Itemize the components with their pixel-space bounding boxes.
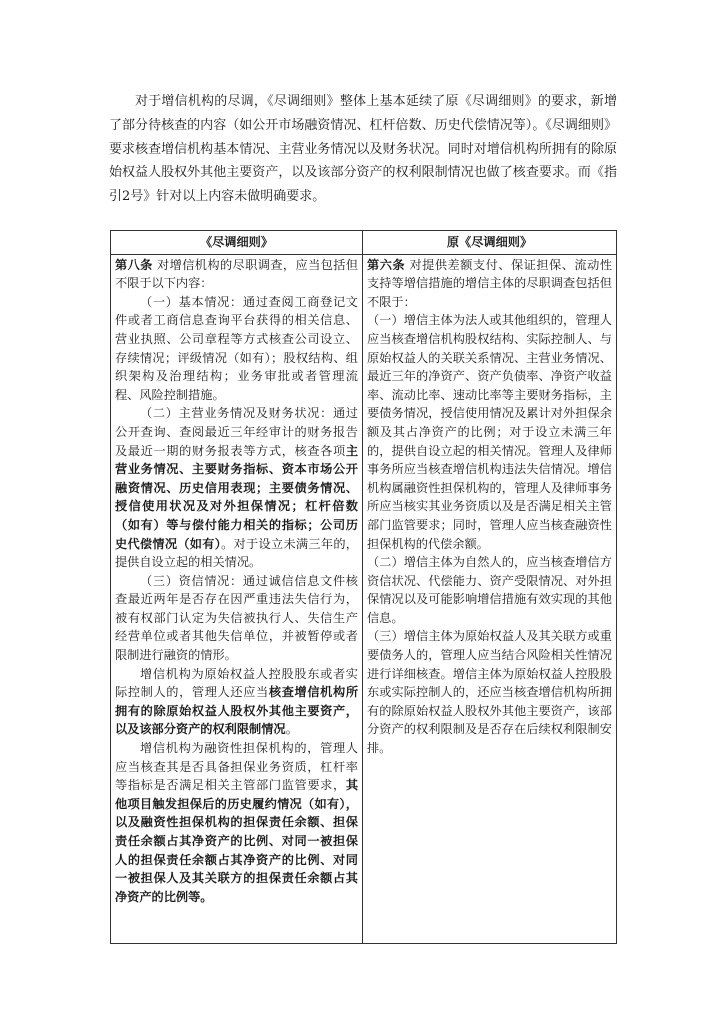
guarantee-bold: 其他项目触发担保后的历史履约情况（如有），以及融资性担保机构的担保责任余额、担保责任余额占其净资产的比例、对同一被担保人的担保责任余额占其净资产的比例、对同一被担保人及其关联方的担保责任余额占其净资产的比例等。 [115, 778, 358, 904]
left-controlling-shareholder [115, 665, 358, 739]
business-finance-tail: 。对于设立未满三年的，提供自设立起的相关情况。 [115, 536, 358, 570]
business-finance-text: （二）主营业务情况及财务状况：通过公开查询、查阅最近三年经审计的财务报告及最近一期的财务报表等方式，核查各项 [115, 406, 358, 458]
left-credit-info: （三）资信情况：通过诚信信息文件核查最近两年是否存在因严重违法失信行为，被有权部门认定为失信被执行人、失信生产经营单位或者其他失信单位，并被暂停或者限制进行融资的情形。 [115, 573, 358, 663]
controlling-tail: 。 [285, 722, 298, 737]
left-article-intro [115, 256, 358, 293]
right-related-party: （三）增信主体为原始权益人及其关联方或重要债务人的，管理人应当结合风险相关性情况进行详细核查。增信主体为原始权益人控股股东或实际控制人的，还应当核查增信机构所拥有的除原始权益人股权外其他主要资产，该部分资产的权利限制及是否存在后续权利限制安排。 [367, 629, 612, 756]
article-number: 第八条 [115, 257, 153, 272]
right-article-intro [367, 256, 612, 312]
business-finance-bold: 主营业务情况、主要财务指标、资本市场公开融资情况、历史信用表现；主要债务情况、授信使用状况及对外担保情况；杠杆倍数（如有）等与偿付能力相关的指标；公司历史代偿情况（如有） [115, 443, 358, 551]
article-number: 第六条 [367, 257, 406, 272]
comparison-table [110, 230, 617, 944]
guarantee-text: 增信机构为融资性担保机构的，管理人应当核查其是否具备担保业务资质，杠杆率等指标是否满足相关主管部门监管要求， [115, 741, 358, 793]
right-natural-person: （二）增信主体为自然人的，应当核查增信方资信状况、代偿能力、资产受限情况、对外担保情况以及可能影响增信措施有效实现的其他信息。 [367, 555, 612, 625]
right-column-header: 原《尽调细则》 [363, 231, 617, 255]
left-business-finance [115, 404, 358, 571]
right-legal-entity: （一）增信主体为法人或其他组织的，管理人应当核查增信机构股权结构、实际控制人、与原始权益人的关联关系情况、主营业务情况、最近三年的净资产、资产负债率、净资产收益率、流动比率、速动比率等主要财务指标，主要债务情况，授信使用情况及累计对外担保余额及其占净资产的比例；对于设立未满三年的，提供自设立起的相关情况。管理人及律师事务所应当核查增信机构违法失信情况。增信机构属融资性担保机构的，管理人及律师事务所应当核实其业务资质以及是否满足相关主管部门监管要求；同时，管理人应当核查融资性担保机构的代偿余额。 [367, 313, 612, 551]
table-row [111, 254, 617, 943]
controlling-bold: 核查增信机构所拥有的除原始权益人股权外其他主要资产，以及该部分资产的权利限制情况 [115, 685, 359, 737]
right-column-cell [363, 254, 617, 943]
article-text: 对提供差额支付、保证担保、流动性支持等增信措施的增信主体的尽职调查包括但不限于： [367, 257, 613, 309]
left-basic-info: （一）基本情况：通过查阅工商登记文件或者工商信息查询平台获得的相关信息、营业执照、公司章程等方式核查公司设立、存续情况；评级情况（如有）；股权结构、组织架构及治理结构；业务审批或者管理流程、风险控制措施。 [115, 294, 358, 402]
table-header-row [111, 231, 617, 255]
article-text: 对增信机构的尽职调查，应当包括但不限于以下内容： [115, 257, 359, 291]
left-guarantee-institution [115, 739, 358, 906]
controlling-text: 增信机构为原始权益人控股股东或者实际控制人的，管理人还应当 [115, 666, 358, 700]
left-column-header: 《尽调细则》 [111, 231, 363, 255]
left-column-cell [111, 254, 363, 943]
intro-paragraph: 对于增信机构的尽调，《尽调细则》整体上基本延续了原《尽调细则》的要求，新增了部分待核查的内容（如公开市场融资情况、杠杆倍数、历史代偿情况等）。《尽调细则》要求核查增信机构基本情况、主营业务情况以及财务状况。同时对增信机构所拥有的除原始权益人股权外其他主要资产，以及该部分资产的权利限制情况也做了核查要求。而《指引2号》针对以上内容未做明确要求。 [109, 94, 617, 205]
